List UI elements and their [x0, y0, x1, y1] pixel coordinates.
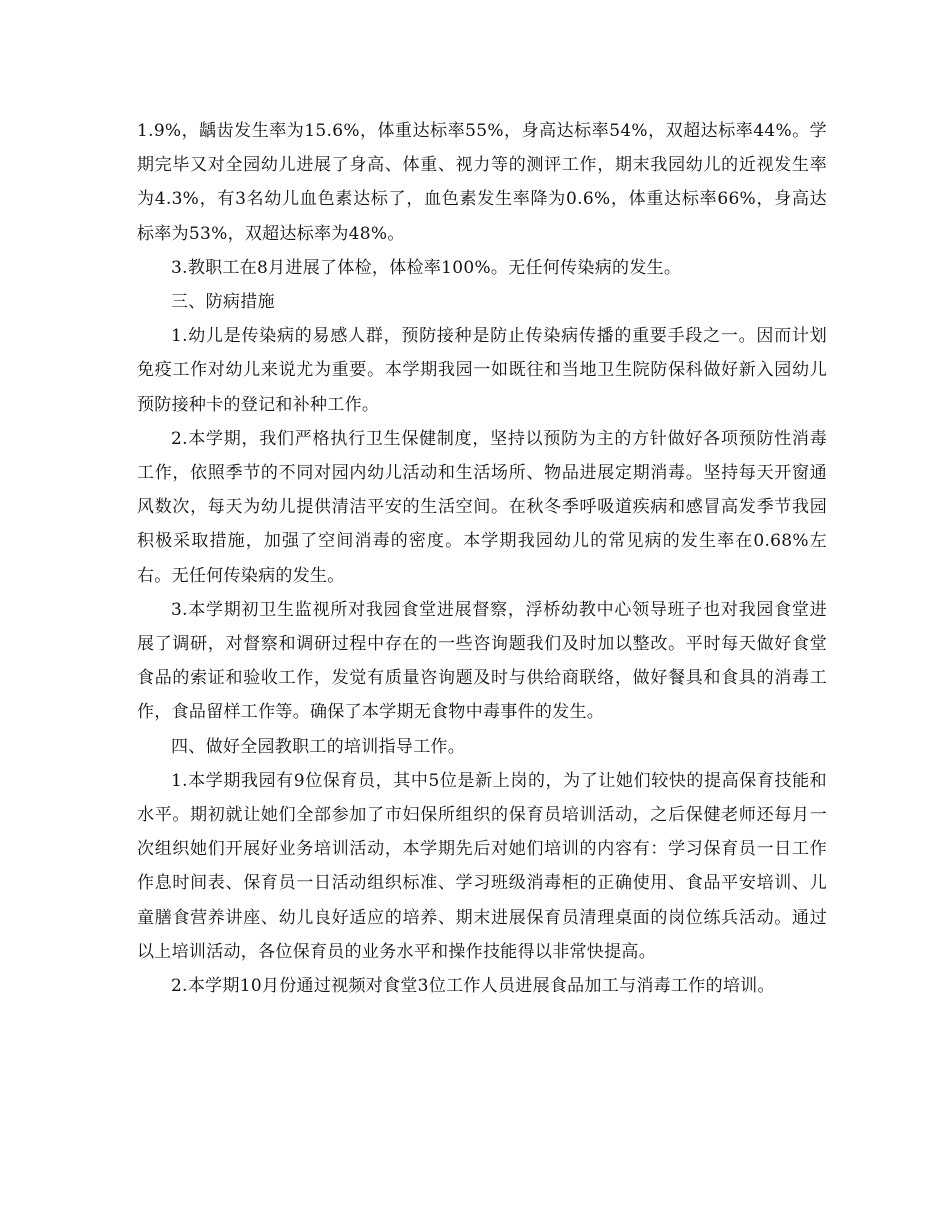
- paragraph-staff-checkup: 3.教职工在8月进展了体检，体检率100%。无任何传染病的发生。: [171, 257, 682, 278]
- paragraph-vaccination: 1.幼儿是传染病的易感人群，预防接种是防止传染病传播的重要手段之一。因而计划免疫工作对幼儿来说尤为重要。本学期我园一如既往和当地卫生院防保科做好新入园幼儿预防接种卡的登记和补种工作。: [137, 326, 827, 415]
- paragraph-caregiver-training: 1.本学期我园有9位保育员，其中5位是新上岗的，为了让她们较快的提高保育技能和水平。期初就让她们全部参加了市妇保所组织的保育员培训活动，之后保健老师还每月一次组织她们开展好业务培训活动，本学期先后对她们培训的内容有：学习保育员一日工作作息时间表、保育员一日活动组织标准、学习班级消毒柜的正确使用、食品平安培训、儿童膳食营养讲座、幼儿良好适应的培养、期末进展保育员清理桌面的岗位练兵活动。通过以上培训活动，各位保育员的业务水平和操作技能得以非常快提高。: [137, 770, 827, 962]
- section-heading-staff-training: 四、做好全园教职工的培训指导工作。: [171, 736, 466, 757]
- paragraph-canteen-inspection: 3.本学期初卫生监视所对我园食堂进展督察，浮桥幼教中心领导班子也对我园食堂进展了调研，对督察和调研过程中存在的一些咨询题我们及时加以整改。平时每天做好食堂食品的索证和验收工作，发觉有质量咨询题及时与供给商联络，做好餐具和食具的消毒工作，食品留样工作等。确保了本学期无食物中毒事件的发生。: [137, 599, 827, 723]
- paragraph-disinfection: 2.本学期，我们严格执行卫生保健制度，坚持以预防为主的方针做好各项预防性消毒工作，依照季节的不同对园内幼儿活动和生活场所、物品进展定期消毒。坚持每天开窗通风数次，每天为幼儿提供清洁平安的生活空间。在秋冬季呼吸道疾病和感冒高发季节我园积极采取措施，加强了空间消毒的密度。本学期我园幼儿的常见病的发生率在0.68%左右。无任何传染病的发生。: [137, 428, 827, 586]
- document-body: [137, 114, 827, 1003]
- paragraph-canteen-training: 2.本学期10月份通过视频对食堂3位工作人员进展食品加工与消毒工作的培训。: [171, 976, 775, 997]
- section-heading-disease-prevention: 三、防病措施: [171, 292, 275, 313]
- paragraph-health-stats: 1.9%，龋齿发生率为15.6%，体重达标率55%，身高达标率54%，双超达标率44%。学期完毕又对全园幼儿进展了身高、体重、视力等的测评工作，期末我园幼儿的近视发生率为4.3%，有3名幼儿血色素达标了，血色素发生率降为0.6%，体重达标率66%，身高达标率为53%，双超达标率为48%。: [137, 121, 827, 244]
